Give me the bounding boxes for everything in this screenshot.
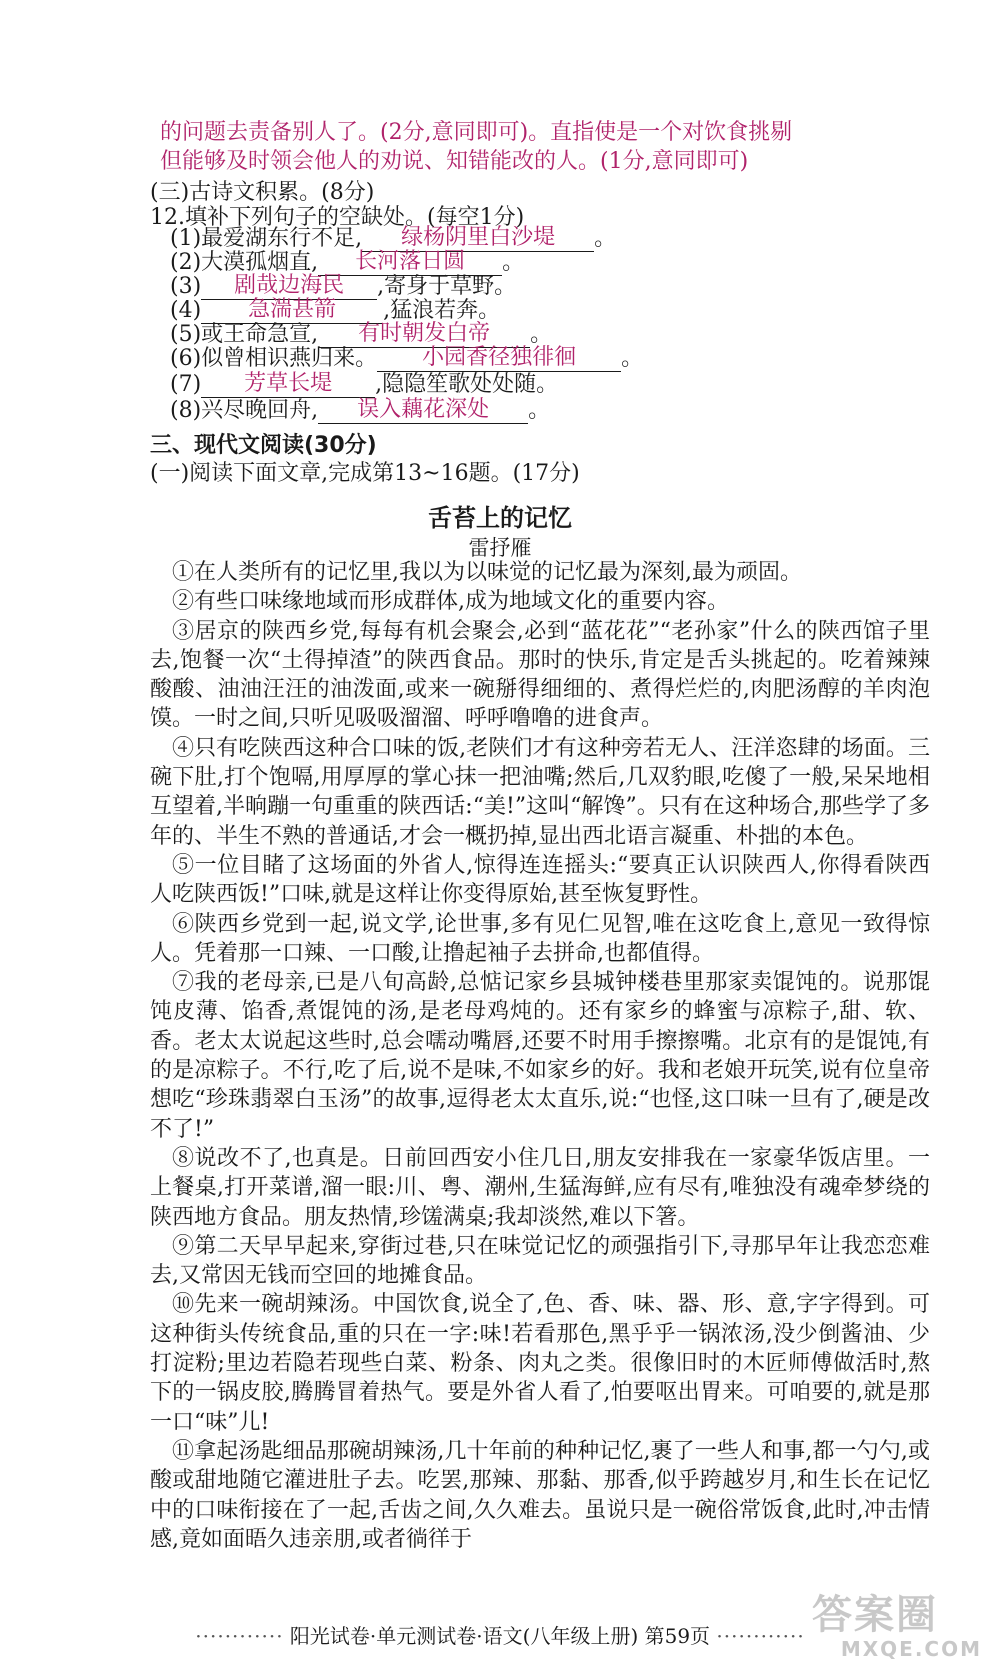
paragraph: ⑩先来一碗胡辣汤。中国饮食,说全了,色、香、味、器、形、意,字字得到。可这种街头传统食品,重的只在一字:味!若看那色,黑乎乎一锅浓汤,没少倒酱油、少打淀粉;里边若隐若现些白菜、粉条、肉丸之类。很像旧时的木匠师傅做活时,熬下的一锅皮胶,腾腾冒着热气。要是外省人看了,怕要呕出胃来。可咱要的,就是那一口“味”儿! [150, 1292, 930, 1435]
watermark-text: 答案圈 [812, 1592, 938, 1638]
paragraph: ⑨第二天早早起来,穿街过巷,只在味觉记忆的顽强指引下,寻那早年让我恋恋难去,又常因无钱而空回的地摊食品。 [150, 1233, 930, 1289]
blank-item: (1)最爱湖东行不足, 绿杨阴里白沙堤 。 [170, 225, 617, 251]
answer-continuation [160, 118, 920, 176]
blank-answer: 绿杨阴里白沙堤 [362, 225, 594, 252]
paragraph: ⑪拿起汤匙细品那碗胡辣汤,几十年前的种种记忆,裹了一些人和事,都一勺勺,或酸或甜地随它灌进肚子去。吃罢,那辣、那黏、那香,似乎跨越岁月,和生长在记忆中的口味衔接在了一起,舌齿之间,久久难去。虽说只是一碗俗常饭食,此时,冲击情感,竟如面晤久违亲朋,或者徜徉于 [150, 1438, 930, 1552]
reading-intro: (一)阅读下面文章,完成第13~16题。(17分) [150, 461, 580, 486]
watermark-logo [812, 1593, 982, 1663]
footer-dots-right: ············ [716, 1624, 805, 1648]
paragraph: ②有些口味缘地域而形成群体,成为地域文化的重要内容。 [172, 589, 729, 615]
blank-item: (3) 剧哉边海民 ,寄身于草野。 [170, 273, 517, 299]
blank-answer: 急湍甚箭 [201, 297, 383, 324]
watermark-url: MXQE.COM [840, 1637, 982, 1661]
paragraph: ①在人类所有的记忆里,我以为以味觉的记忆最为深刻,最为顽固。 [172, 560, 802, 585]
question-12: 12.填补下列句子的空缺处。(每空1分) [150, 205, 525, 230]
answer-line-1: 的问题去责备别人了。(2分,意同即可)。直指使是一个对饮食挑剔 [160, 120, 793, 145]
blank-item: (5)或王命急宣, 有时朝发白帝 。 [170, 321, 553, 347]
footer-dots-left: ············ [195, 1624, 284, 1648]
article-title: 舌苔上的记忆 [428, 504, 572, 532]
paragraph: ③居京的陕西乡党,每每有机会聚会,必到“蓝花花”“老孙家”什么的陕西馆子里去,饱餐一次“土得掉渣”的陕西食品。那时的快乐,肯定是舌头挑起的。吃着辣辣酸酸、油油汪汪的油泼面,或来一碗掰得细细的、煮得烂烂的,肉肥汤醇的羊肉泡馍。一时之间,只听见吸吸溜溜、呼呼噜噜的进食声。 [150, 618, 930, 732]
blank-answer: 剧哉边海民 [201, 273, 377, 300]
blank-item: (8)兴尽晚回舟, 误入藕花深处 。 [170, 397, 551, 423]
blank-answer: 误入藕花深处 [318, 397, 528, 424]
blank-item: (2)大漠孤烟直, 长河落日圆 。 [170, 249, 525, 275]
paragraph: ⑥陕西乡党到一起,说文学,论世事,多有见仁见智,唯在这吃食上,意见一致得惊人。凭着那一口辣、一口酸,让撸起袖子去拼命,也都值得。 [150, 911, 930, 966]
blank-answer: 芳草长堤 [201, 371, 375, 398]
blank-item: (4) 急湍甚箭 ,猛浪若奔。 [170, 297, 501, 323]
blank-answer: 长河落日圆 [318, 249, 502, 276]
paragraph: ④只有吃陕西这种合口味的饭,老陕们才有这种旁若无人、汪洋恣肆的场面。三碗下肚,打个饱嗝,用厚厚的掌心抹一把油嘴;然后,几双豹眼,吃傻了一般,呆呆地相互望着,半晌蹦一句重重的陕西话:“美!”这叫“解馋”。只有在这种场合,那些学了多年的、半生不熟的普通话,才会一概扔掉,显出西北语言凝重、朴拙的本色。 [150, 735, 930, 849]
paragraph: ⑦我的老母亲,已是八旬高龄,总惦记家乡县城钟楼巷里那家卖馄饨的。说那馄饨皮薄、馅香,煮馄饨的汤,是老母鸡炖的。还有家乡的蜂蜜与凉粽子,甜、软、香。老太太说起这些时,总会嚅动嘴唇,还要不时用手擦擦嘴。北京有的是馄饨,有的是凉粽子。不行,吃了后,说不是味,不如家乡的好。我和老娘开玩笑,说有位皇帝想吃“珍珠翡翠白玉汤”的故事,逗得老太太直乐,说:“也怪,这口味一旦有了,硬是改不了!” [150, 970, 930, 1142]
section-modern-heading: 三、现代文阅读(30分) [150, 433, 377, 458]
footer-text: 阳光试卷·单元测试卷·语文(八年级上册) 第59页 [289, 1624, 711, 1648]
blank-item: (6)似曾相识燕归来。 小园香径独徘徊 。 [170, 345, 644, 371]
article-author: 雷抒雁 [468, 536, 532, 560]
blank-item: (7) 芳草长堤 ,隐隐笙歌处处随。 [170, 371, 559, 397]
paragraph: ⑤一位目睹了这场面的外省人,惊得连连摇头:“要真正认识陕西人,你得看陕西人吃陕西饭!”口味,就是这样让你变得原始,甚至恢复野性。 [150, 852, 930, 908]
answer-line-2: 但能够及时领会他人的劝说、知错能改的人。(1分,意同即可) [160, 149, 749, 174]
blank-answer: 小园香径独徘徊 [377, 345, 621, 372]
blank-answer: 有时朝发白帝 [318, 321, 530, 348]
article-body [150, 558, 930, 1554]
paragraph: ⑧说改不了,也真是。日前回西安小住几日,朋友安排我在一家豪华饭店里。一上餐桌,打开菜谱,溜一眼:川、粤、潮州,生猛海鲜,应有尽有,唯独没有魂牵梦绕的陕西地方食品。朋友热情,珍馐满桌;我却淡然,难以下箸。 [150, 1145, 930, 1230]
section-poetry-heading: (三)古诗文积累。(8分) [150, 180, 375, 205]
